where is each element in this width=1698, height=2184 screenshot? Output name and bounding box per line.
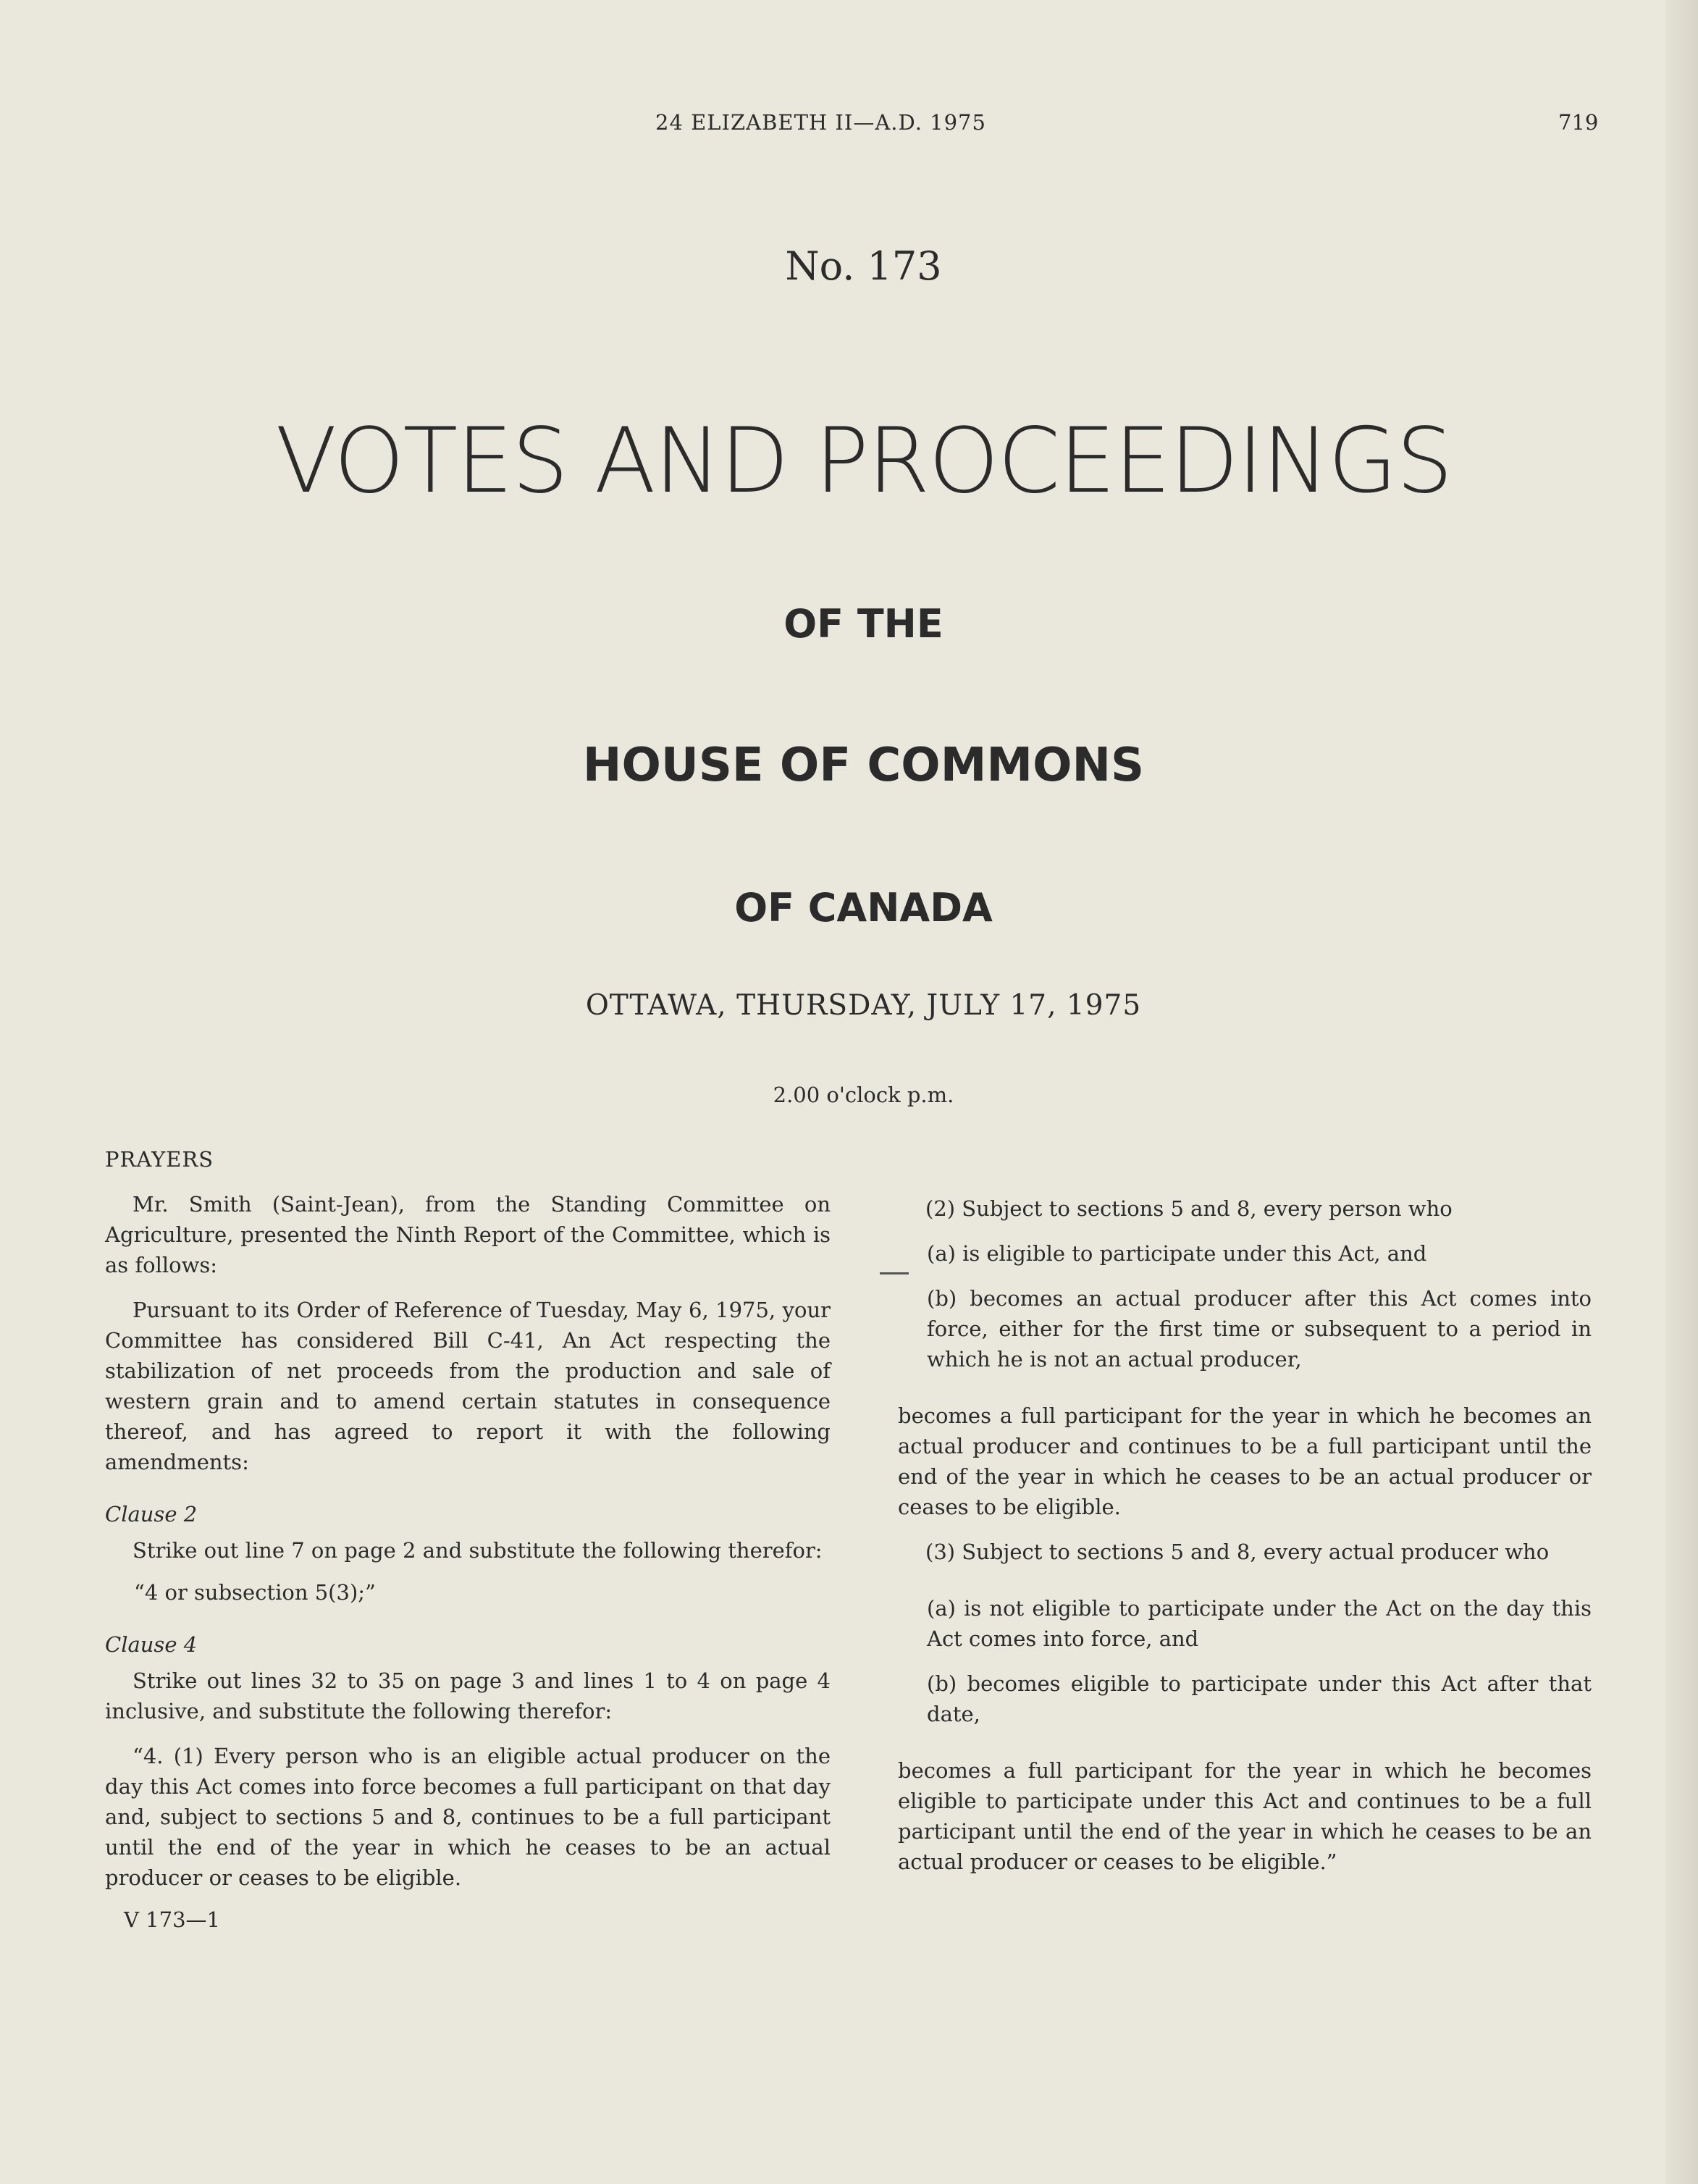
subsection-2-a: (a) is eligible to participate under this Act, and [927,1241,1427,1266]
masthead-of-the: OF THE [783,601,943,647]
report-intro: Mr. Smith (Saint-Jean), from the Standing Committee on Agriculture, presented the Ninth Report of the Committee, which is as follows: [105,1192,831,1277]
sitting-time: 2.00 o'clock p.m. [773,1083,954,1107]
running-head-title: 24 ELIZABETH II—A.D. 1975 [655,110,986,135]
masthead-title: VOTES AND PROCEEDINGS [275,409,1452,513]
subsection-2-tail: becomes a full participant for the year in which he becomes an actual producer and continues to be a full participant until the end of the year in which he ceases to be an actual producer or ceases to be eligible. [898,1403,1592,1519]
subsection-3-a: (a) is not eligible to participate under the Act on the day this Act comes into force, and [927,1596,1592,1651]
subsection-2-intro: (2) Subject to sections 5 and 8, every person who [925,1196,1453,1221]
subsection-3-tail: becomes a full participant for the year in which he becomes eligible to participate under this Act and continues to be a full participant until the end of the year in which he ceases to be an actual producer or ceases to be eligible.” [898,1758,1592,1874]
right-column [898,1193,1592,1891]
masthead-canada: OF CANADA [734,885,993,931]
document-signature: V 173—1 [124,1907,220,1932]
masthead-house: HOUSE OF COMMONS [582,739,1145,792]
clause-4-quote: “4. (1) Every person who is an eligible actual producer on the day this Act comes into force becomes a full participant on that day and, subject to sections 5 and 8, continues to be a full participant until the end of the year in which he ceases to be an actual producer or ceases to be eligible. [105,1744,831,1890]
subsection-3-intro: (3) Subject to sections 5 and 8, every actual producer who [925,1540,1550,1564]
page-number: 719 [1558,110,1599,135]
clause-4-text: Strike out lines 32 to 35 on page 3 and lines 1 to 4 on page 4 inclusive, and substitute the following therefor: [105,1668,831,1723]
left-column [105,1144,831,1949]
issue-number: No. 173 [785,243,942,289]
date-line: OTTAWA, THURSDAY, JULY 17, 1975 [585,989,1142,1022]
subsection-3-b: (b) becomes eligible to participate under this Act after that date, [927,1671,1592,1726]
report-pursuant: Pursuant to its Order of Reference of Tuesday, May 6, 1975, your Committee has considered Bill C-41, An Act respecting the stabilization of net proceeds from the production and sale of western grain and to amend certain statutes in consequence thereof, and has agreed to report it with the following amendments: [105,1298,831,1474]
subsection-2-b: (b) becomes an actual producer after this Act comes into force, either for the first time or subsequent to a period in which he is not an actual producer, [927,1286,1592,1372]
clause-2-quote: “4 or subsection 5(3);” [134,1580,376,1605]
clause-2-heading: Clause 2 [105,1502,198,1526]
clause-4-heading: Clause 4 [105,1632,198,1657]
prayers-heading: PRAYERS [105,1147,214,1172]
clause-2-text: Strike out line 7 on page 2 and substitute the following therefor: [133,1538,823,1563]
